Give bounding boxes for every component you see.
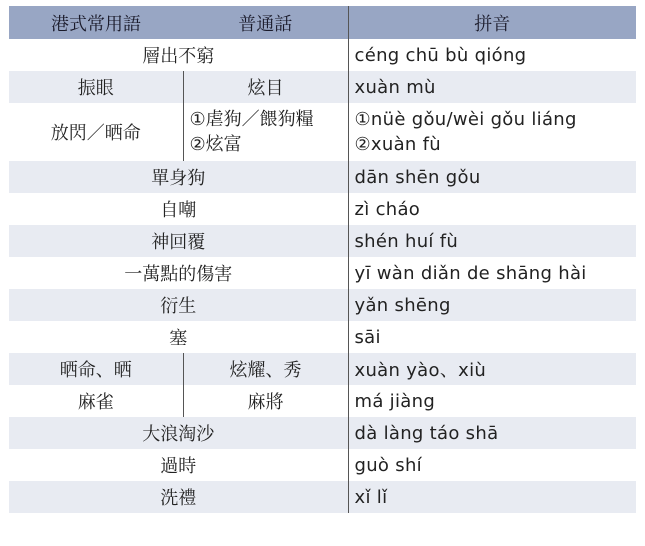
term-cell: 神回覆 [9, 225, 348, 257]
header-putonghua: 普通話 [183, 6, 348, 39]
putonghua-cell: 麻將 [183, 385, 348, 417]
putonghua-cell: 炫耀、秀 [183, 353, 348, 385]
cantonese-cell: 麻雀 [9, 385, 183, 417]
putonghua-cell [183, 103, 348, 161]
putonghua-line: ①虐狗／餵狗糧 [189, 109, 314, 130]
term-cell: 層出不窮 [9, 39, 348, 71]
cantonese-cell: 放閃／晒命 [9, 103, 183, 161]
putonghua-line: ②炫富 [189, 134, 242, 155]
cantonese-cell: 振眼 [9, 71, 183, 103]
table-row [9, 449, 636, 481]
term-cell: 單身狗 [9, 161, 348, 193]
pinyin-cell: guò shí [348, 449, 636, 481]
table-row [9, 225, 636, 257]
table-row [9, 321, 636, 353]
table-row [9, 385, 636, 417]
pinyin-cell: shén huí fù [348, 225, 636, 257]
putonghua-cell: 炫目 [183, 71, 348, 103]
vocabulary-table [9, 6, 636, 513]
cantonese-cell: 晒命、晒 [9, 353, 183, 385]
table-row [9, 417, 636, 449]
pinyin-cell: céng chū bù qióng [348, 39, 636, 71]
pinyin-cell: sāi [348, 321, 636, 353]
pinyin-cell: xuàn yào、xiù [348, 353, 636, 385]
table-row [9, 193, 636, 225]
table-row [9, 257, 636, 289]
term-cell: 衍生 [9, 289, 348, 321]
pinyin-cell: xǐ lǐ [348, 481, 636, 513]
table-row [9, 353, 636, 385]
term-cell: 自嘲 [9, 193, 348, 225]
term-cell: 過時 [9, 449, 348, 481]
term-cell: 塞 [9, 321, 348, 353]
pinyin-cell [348, 103, 636, 161]
table-row [9, 161, 636, 193]
header-row [9, 6, 636, 39]
header-cantonese: 港式常用語 [9, 6, 183, 39]
table-row [9, 39, 636, 71]
header-pinyin: 拼音 [348, 6, 636, 39]
pinyin-cell: zì cháo [348, 193, 636, 225]
table-row [9, 481, 636, 513]
pinyin-cell: yī wàn diǎn de shāng hài [348, 257, 636, 289]
pinyin-cell: dān shēn gǒu [348, 161, 636, 193]
term-cell: 一萬點的傷害 [9, 257, 348, 289]
pinyin-cell: dà làng táo shā [348, 417, 636, 449]
table-row [9, 103, 636, 161]
term-cell: 大浪淘沙 [9, 417, 348, 449]
pinyin-line: ②xuàn fù [354, 134, 442, 155]
pinyin-cell: má jiàng [348, 385, 636, 417]
pinyin-cell: xuàn mù [348, 71, 636, 103]
term-cell: 洗禮 [9, 481, 348, 513]
pinyin-cell: yǎn shēng [348, 289, 636, 321]
pinyin-line: ①nüè gǒu/wèi gǒu liáng [354, 109, 577, 130]
table-row [9, 289, 636, 321]
table-row [9, 71, 636, 103]
